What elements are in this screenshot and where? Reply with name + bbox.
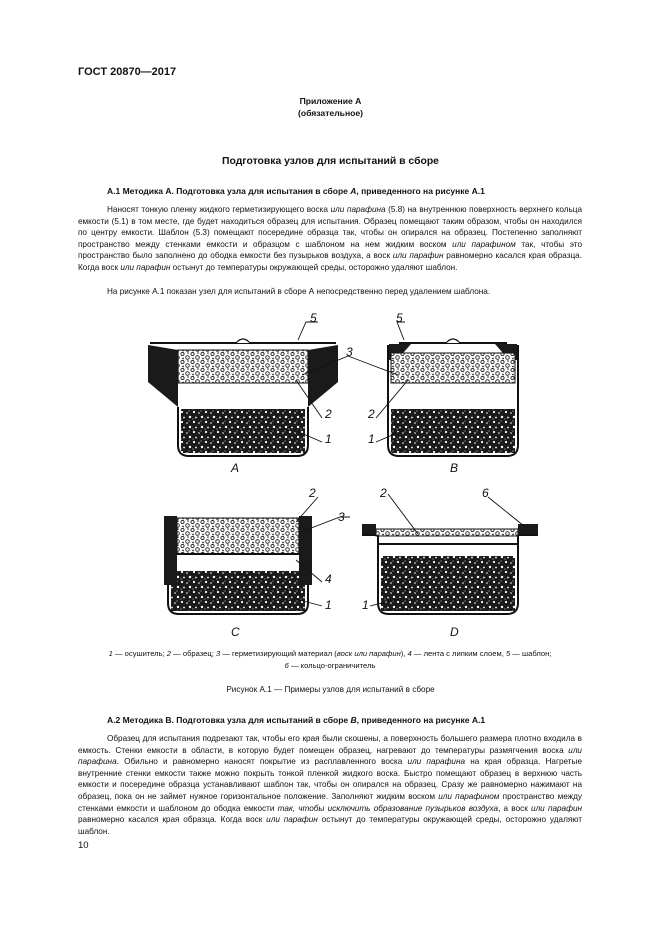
assembly-a-drawing [148,339,338,456]
text-run: , а воск [498,803,532,813]
label-1-b: 1 [368,432,375,446]
emphasis-text: воск или парафин [336,649,401,658]
document-header: ГОСТ 20870—2017 [78,66,177,78]
label-a: А [231,461,240,475]
legend-line-2 [78,660,582,672]
emphasis-text: 3 [215,649,221,658]
label-1-d: 1 [362,598,369,612]
assembly-d-drawing [362,524,538,614]
label-4-c: 4 [325,572,332,586]
text-run: равномерно касался края образца. Когда воск [78,251,582,272]
text-run: — образец; [171,649,216,658]
emphasis-text: или парафин [266,815,318,825]
text-run: — осушитель; [112,649,167,658]
emphasis-text: 6 [284,661,289,670]
text-run: на края образца. Нагретые внутренние стенки емкости также можно покрыть тонкой пленкой жидкого воска. Быстро помещают образец в верхнюю часть емкости и посередине образца устанавливают шаблон так, чтобы он опирался на образец. Сразу же равномерно нажимают на образец, пока он не займет нужное горизонтальное положение. Заполняют жидким воском [78,757,582,801]
emphasis-text: или парафином [452,239,516,249]
text-run: равномерно касался края образца. Когда воск [78,815,267,825]
text-run: — лента с липким слоем, [411,649,506,658]
section-a1-heading-pre: А.1 Методика А. Подготовка узла для испытания в сборе [107,186,351,196]
label-3-ab: 3 [346,345,353,359]
label-2-b: 2 [368,407,375,421]
label-5-b: 5 [396,311,403,325]
emphasis-text: или парафин [531,803,583,813]
text-run: ), [400,649,408,658]
section-a2-heading-post: , приведенного на рисунке А.1 [356,715,486,725]
section-a2-paragraph-1 [78,733,582,837]
text-run: — герметизирующий материал ( [220,649,337,658]
text-run: Наносят тонкую пленку жидкого герметизирующего воска [107,205,331,214]
section-a2-heading [107,715,485,725]
text-run: — шаблон; [510,649,552,658]
text-run: (5.8) на внутреннюю поверхность верхнего кольца емкости (5.1) в том месте, где будет находиться образец для испытания. Образец помещают таким образом, чтобы он находился по центру емкости. Шаблон (5.3) помещают посередине образца так, чтобы он опирался на образец. Постепенно заполняют пространство между стенками емкости и образцом с шаблоном на нем жидким воском [78,205,582,249]
emphasis-text: или парафином [438,791,500,801]
label-6-d: 6 [482,486,489,500]
section-a1-paragraph-2: На рисунке А.1 показан узел для испытаний в сборе А непосредственно перед удалением шаблона. [107,287,491,296]
figure-caption: Рисунок А.1 — Примеры узлов для испытаний в сборе [226,685,435,694]
section-a1-heading-em: А [350,186,357,196]
label-1-a: 1 [325,432,332,446]
legend-line-1 [78,648,582,660]
label-d: D [450,625,459,639]
figure-legend [78,648,582,672]
label-c: С [231,625,240,639]
text-run: пространство между стенками емкости и шаблоном до ободка емкости [78,791,583,813]
assembly-c-drawing [164,516,312,614]
label-2-d: 2 [380,486,387,500]
text-run: Образец для испытания подрезают так, чтобы его края были скошены, а поверхность большего размера плотно входила в емкость. Стенки емкости в области, в которую будет помещен образец, нагревают до температуры размягчения воска [78,734,582,755]
section-a2-heading-pre: А.2 Методика В. Подготовка узла для испытаний в сборе [107,715,351,725]
appendix-subtitle: (обязательное) [297,108,364,118]
label-b: В [450,461,459,475]
page-number: 10 [78,840,89,851]
emphasis-text: 4 [407,649,412,658]
text-run: остынут до температуры окружающей среды, осторожно удаляют шаблон. [78,815,582,836]
emphasis-text: 1 [108,649,113,658]
text-run: — кольцо-ограничитель [288,661,376,670]
text-run: так, чтобы это пространство было заполнено до ободка емкости без пузырьков воздуха, а воск [78,239,582,261]
emphasis-text: или парафина [78,745,582,767]
emphasis-text: или парафина [330,205,386,214]
section-a1-heading-post: , приведенного на рисунке А.1 [356,186,485,196]
label-1-c: 1 [325,598,332,612]
emphasis-text: 5 [505,649,511,658]
emphasis-text: или парафин [392,251,444,261]
emphasis-text: 2 [166,649,172,658]
emphasis-text: или парафина [407,757,466,767]
label-2-a: 2 [325,407,332,421]
main-title: Подготовка узлов для испытаний в сборе [222,156,439,167]
appendix-title: Приложение А [299,96,362,106]
text-run: остынут до температуры окружающей среды, осторожно удаляют шаблон. [170,262,458,272]
emphasis-text: или парафин [120,262,171,272]
label-5-a: 5 [310,311,317,325]
label-2-c: 2 [309,486,316,500]
emphasis-text: так, чтобы исключить образование пузырьков воздуха [277,803,499,813]
label-3-c: 3 [338,510,345,524]
assembly-b-drawing [388,339,518,456]
text-run: . Обильно и равномерно наносят покрытие из расплавленного воска [116,757,408,767]
section-a2-heading-em: В [350,715,357,725]
